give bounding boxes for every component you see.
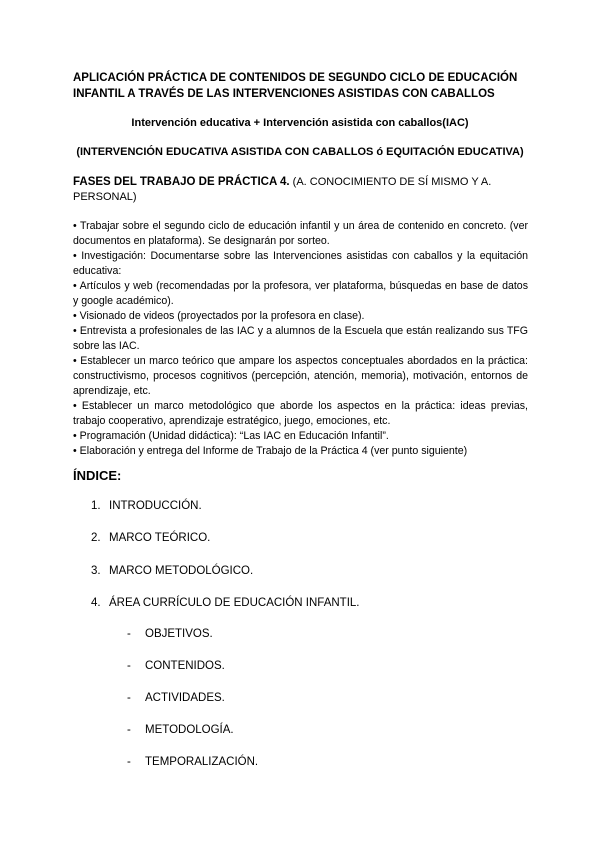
bullet-item: • Elaboración y entrega del Informe de Trabajo de la Práctica 4 (ver punto siguiente) [73,445,468,457]
document-title: APLICACIÓN PRÁCTICA DE CONTENIDOS DE SEGUNDO CICLO DE EDUCACIÓN INFANTIL A TRAVÉS DE LAS INTERVENCIONES ASISTIDAS CON CABALLOS [73,72,518,100]
index-item [91,565,253,577]
index-subitem-label: CONTENIDOS. [145,660,225,672]
bullet-item: • Trabajar sobre el segundo ciclo de educación infantil y un área de contenido en concreto. (ver documentos en plataforma). Se designarán por sorteo. [73,220,528,247]
index-item-label: MARCO TEÓRICO. [109,532,211,544]
bullet-item: • Establecer un marco metodológico que aborde los aspectos en la práctica: ideas previas, trabajo cooperativo, aprendizaje estratégico, juego, emociones, etc. [73,400,528,427]
phases-heading-bold: FASES DEL TRABAJO DE PRÁCTICA 4. [73,176,290,188]
bullet-item: • Establecer un marco teórico que ampare los aspectos conceptuales abordados en la práctica: constructivismo, procesos cognitivos (percepción, atención, memoria), motivación, entornos de aprendizaje, etc. [73,355,528,397]
dash-marker: - [127,628,131,640]
index-item-label: MARCO METODOLÓGICO. [109,565,254,577]
index-subitem [127,724,234,736]
index-subitem-label: METODOLOGÍA. [145,724,234,736]
index-subitem [127,692,225,704]
index-subitem [127,628,213,640]
dash-marker: - [127,660,131,672]
index-item-number: 2. [91,532,101,544]
index-subitem [127,756,258,768]
index-item [91,597,359,609]
bullet-list [73,219,528,459]
index-subitem-label: ACTIVIDADES. [145,692,225,704]
phases-heading-rest: (A. CONOCIMIENTO DE SÍ MISMO Y A. PERSONAL) [73,176,492,203]
dash-marker: - [127,692,131,704]
bullet-item: • Programación (Unidad didáctica): “Las IAC en Educación Infantil”. [73,430,389,442]
index-subitem-label: TEMPORALIZACIÓN. [145,756,259,768]
index-item-number: 1. [91,500,101,512]
index-item-number: 3. [91,565,101,577]
index-subitem-label: OBJETIVOS. [145,628,213,640]
bullet-item: • Investigación: Documentarse sobre las Intervenciones asistidas con caballos y la equitación educativa: [73,250,528,277]
dash-marker: - [127,724,131,736]
index-item [91,532,210,544]
dash-marker: - [127,756,131,768]
index-subitem [127,660,225,672]
phases-heading [73,175,533,205]
index-item-number: 4. [91,597,101,609]
bullet-item: • Entrevista a profesionales de las IAC y a alumnos de la Escuela que están realizando sus TFG sobre las IAC. [73,325,528,352]
index-item-label: INTRODUCCIÓN. [109,500,202,512]
document-subtitle: Intervención educativa + Intervención asistida con caballos(IAC) [131,117,469,129]
index-title: ÍNDICE: [73,468,122,483]
bullet-item: • Artículos y web (recomendadas por la profesora, ver plataforma, búsquedas en base de datos y google académico). [73,280,528,307]
bullet-item: • Visionado de videos (proyectados por la profesora en clase). [73,310,365,322]
document-subtitle-2: (INTERVENCIÓN EDUCATIVA ASISTIDA CON CABALLOS ó EQUITACIÓN EDUCATIVA) [76,146,524,158]
index-item [91,500,202,512]
index-item-label: ÁREA CURRÍCULO DE EDUCACIÓN INFANTIL. [109,597,360,609]
